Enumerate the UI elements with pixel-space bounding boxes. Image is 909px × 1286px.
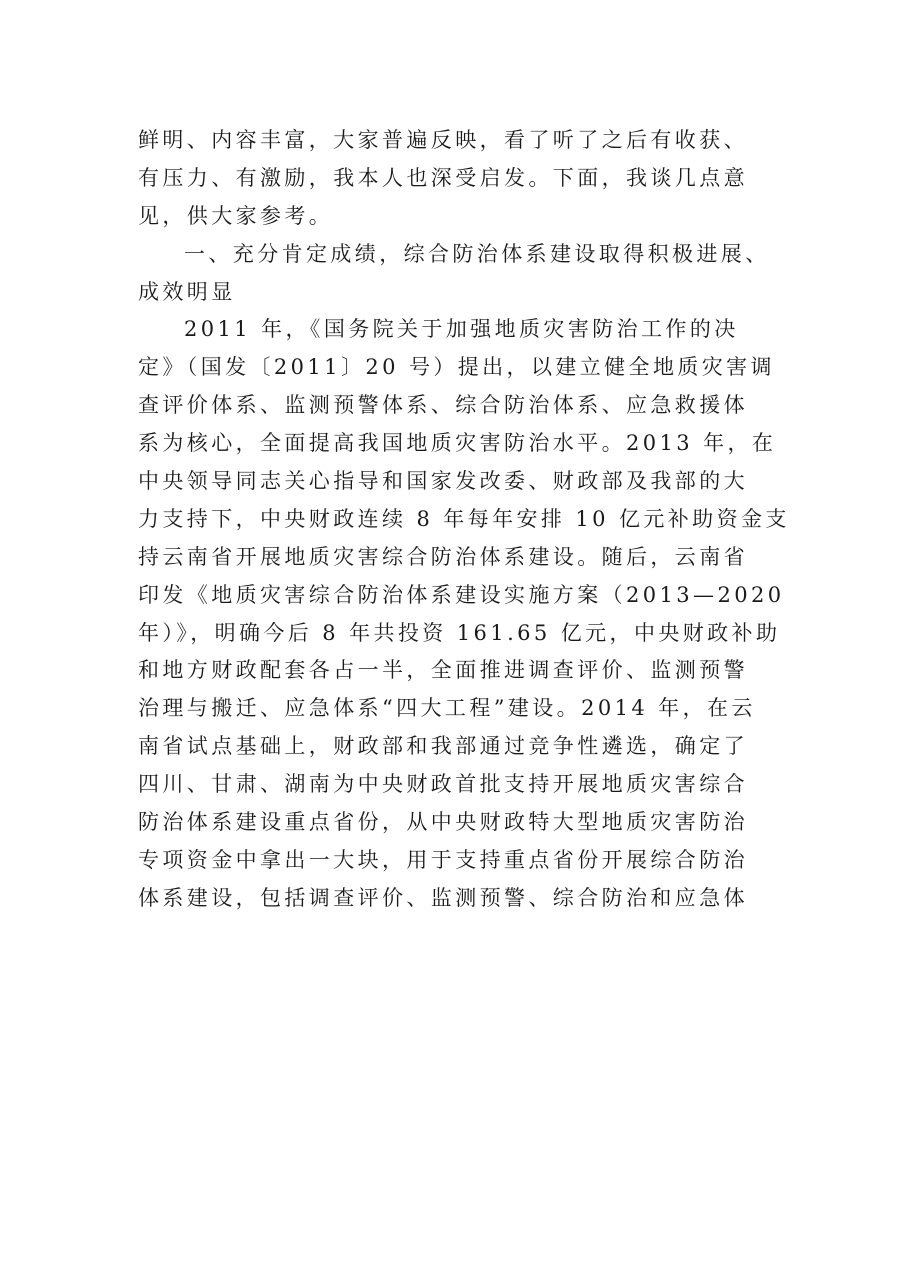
body-text bbox=[138, 122, 790, 918]
text-line: 南省试点基础上，财政部和我部通过竞争性遴选，确定了 bbox=[138, 734, 748, 759]
text-line: 查评价体系、监测预警体系、综合防治体系、应急救援体 bbox=[138, 393, 748, 418]
text-line: 鲜明、内容丰富，大家普遍反映，看了听了之后有收获、 bbox=[138, 128, 748, 152]
text-line: 专项资金中拿出一大块，用于支持重点省份开展综合防治 bbox=[138, 847, 748, 872]
section-heading-line: 成效明显 bbox=[138, 279, 236, 304]
text-line: 印发《地质灾害综合防治体系建设实施方案（2013—2020 bbox=[138, 582, 785, 607]
text-line: 见，供大家参考。 bbox=[138, 203, 334, 228]
text-line: 防治体系建设重点省份，从中央财政特大型地质灾害防治 bbox=[138, 810, 748, 835]
section-heading-line: 一、充分肯定成绩，综合防治体系建设取得积极进展、 bbox=[184, 241, 770, 266]
text-line: 体系建设，包括调查评价、监测预警、综合防治和应急体 bbox=[138, 885, 748, 910]
text-line: 四川、甘肃、湖南为中央财政首批支持开展地质灾害综合 bbox=[138, 772, 748, 797]
text-line: 系为核心，全面提高我国地质灾害防治水平。2013 年，在 bbox=[138, 431, 777, 456]
text-line: 和地方财政配套各占一半，全面推进调查评价、监测预警 bbox=[138, 658, 748, 683]
text-line: 年）》，明确今后 8 年共投资 161.65 亿元，中央财政补助 bbox=[138, 620, 781, 645]
text-line: 持云南省开展地质灾害综合防治体系建设。随后，云南省 bbox=[138, 544, 748, 569]
text-line: 中央领导同志关心指导和国家发改委、财政部及我部的大 bbox=[138, 469, 748, 494]
text-line: 定》（国发〔2011〕20 号）提出，以建立健全地质灾害调 bbox=[138, 355, 775, 380]
text-line: 有压力、有激励，我本人也深受启发。下面，我谈几点意 bbox=[138, 165, 748, 190]
text-line: 2011 年，《国务院关于加强地质灾害防治工作的决 bbox=[184, 317, 739, 342]
text-line: 力支持下，中央财政连续 8 年每年安排 10 亿元补助资金支 bbox=[138, 506, 790, 531]
text-line: 治理与搬迁、应急体系“四大工程”建设。2014 年，在云 bbox=[138, 696, 756, 721]
